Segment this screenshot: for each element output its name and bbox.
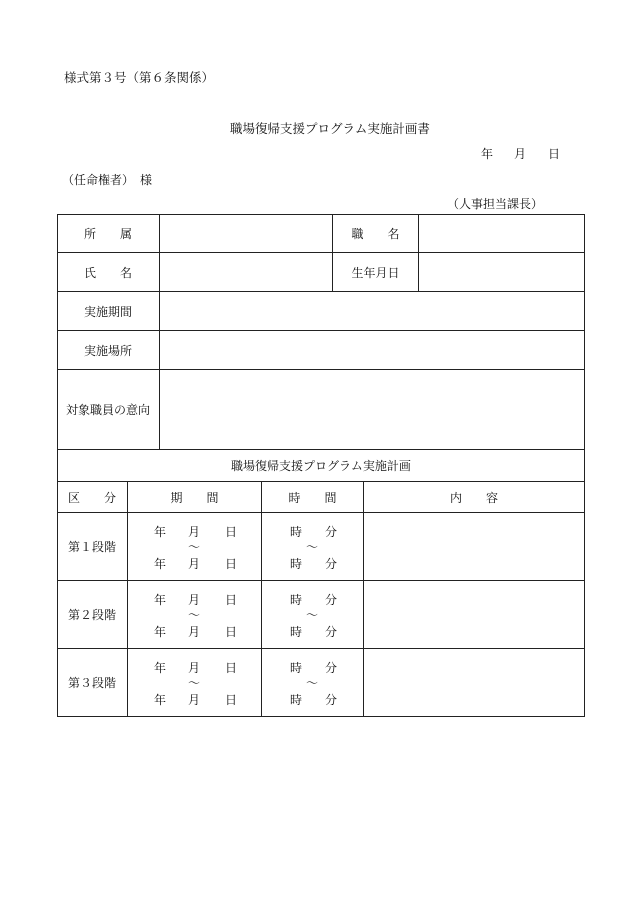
end-year-unit: 年 <box>154 625 167 639</box>
column-header-content: 内 容 <box>449 490 498 505</box>
end-minute-unit: 分 <box>325 557 338 571</box>
date-day: 日 <box>548 147 561 161</box>
plan-heading: 職場復帰支援プログラム実施計画 <box>231 459 411 473</box>
end-day-unit: 日 <box>225 625 238 639</box>
start-year-unit: 年 <box>154 525 167 539</box>
start-hour-unit: 時 <box>290 525 303 539</box>
document-title: 職場復帰支援プログラム実施計画書 <box>230 121 430 136</box>
end-month-unit: 月 <box>188 693 201 707</box>
start-month-unit: 月 <box>188 593 201 607</box>
time-range-mark: ～ <box>306 676 319 690</box>
end-year-unit: 年 <box>154 693 167 707</box>
period-range-mark: ～ <box>188 676 201 690</box>
addressee: （任命権者） 様 <box>62 173 153 187</box>
stage-content[interactable] <box>364 513 584 580</box>
start-day-unit: 日 <box>225 661 238 675</box>
time-range-mark: ～ <box>306 608 319 622</box>
birthdate-value[interactable] <box>419 253 584 291</box>
start-day-unit: 日 <box>225 593 238 607</box>
end-day-unit: 日 <box>225 693 238 707</box>
start-day-unit: 日 <box>225 525 238 539</box>
end-hour-unit: 時 <box>290 625 303 639</box>
column-header-time: 時 間 <box>288 490 337 505</box>
column-header-category: 区 分 <box>67 490 116 505</box>
stage-content[interactable] <box>364 581 584 648</box>
date-month: 月 <box>514 147 527 161</box>
period-label: 実施期間 <box>83 304 132 319</box>
end-minute-unit: 分 <box>325 625 338 639</box>
stage-label: 第３段階 <box>67 676 116 690</box>
start-year-unit: 年 <box>154 593 167 607</box>
end-day-unit: 日 <box>225 557 238 571</box>
column-header-period: 期 間 <box>170 490 219 505</box>
start-minute-unit: 分 <box>325 525 338 539</box>
intent-label: 対象職員の意向 <box>65 403 150 417</box>
date-year: 年 <box>481 147 494 161</box>
end-hour-unit: 時 <box>290 693 303 707</box>
end-year-unit: 年 <box>154 557 167 571</box>
end-month-unit: 月 <box>188 557 201 571</box>
start-minute-unit: 分 <box>325 593 338 607</box>
period-value[interactable] <box>160 292 584 330</box>
period-range-mark: ～ <box>188 540 201 554</box>
end-month-unit: 月 <box>188 625 201 639</box>
col-divider <box>261 481 262 716</box>
form-number: 様式第３号（第６条関係） <box>64 70 215 85</box>
place-value[interactable] <box>160 331 584 369</box>
birthdate-label: 生年月日 <box>351 265 400 280</box>
issuer: （人事担当課長） <box>447 197 544 211</box>
period-range-mark: ～ <box>188 608 201 622</box>
position-value[interactable] <box>419 215 584 252</box>
stage-content[interactable] <box>364 649 584 716</box>
affiliation-value[interactable] <box>160 215 332 252</box>
start-month-unit: 月 <box>188 525 201 539</box>
start-year-unit: 年 <box>154 661 167 675</box>
name-value[interactable] <box>160 253 332 291</box>
affiliation-label: 所 属 <box>83 226 132 241</box>
name-label: 氏 名 <box>83 265 132 280</box>
end-hour-unit: 時 <box>290 557 303 571</box>
col-divider <box>127 481 128 716</box>
end-minute-unit: 分 <box>325 693 338 707</box>
start-minute-unit: 分 <box>325 661 338 675</box>
start-hour-unit: 時 <box>290 661 303 675</box>
stage-label: 第２段階 <box>67 608 116 622</box>
position-label: 職 名 <box>351 226 400 241</box>
stage-label: 第１段階 <box>67 540 116 554</box>
table-border-bottom <box>57 716 585 717</box>
place-label: 実施場所 <box>83 343 132 358</box>
intent-value[interactable] <box>160 370 584 449</box>
start-month-unit: 月 <box>188 661 201 675</box>
time-range-mark: ～ <box>306 540 319 554</box>
start-hour-unit: 時 <box>290 593 303 607</box>
